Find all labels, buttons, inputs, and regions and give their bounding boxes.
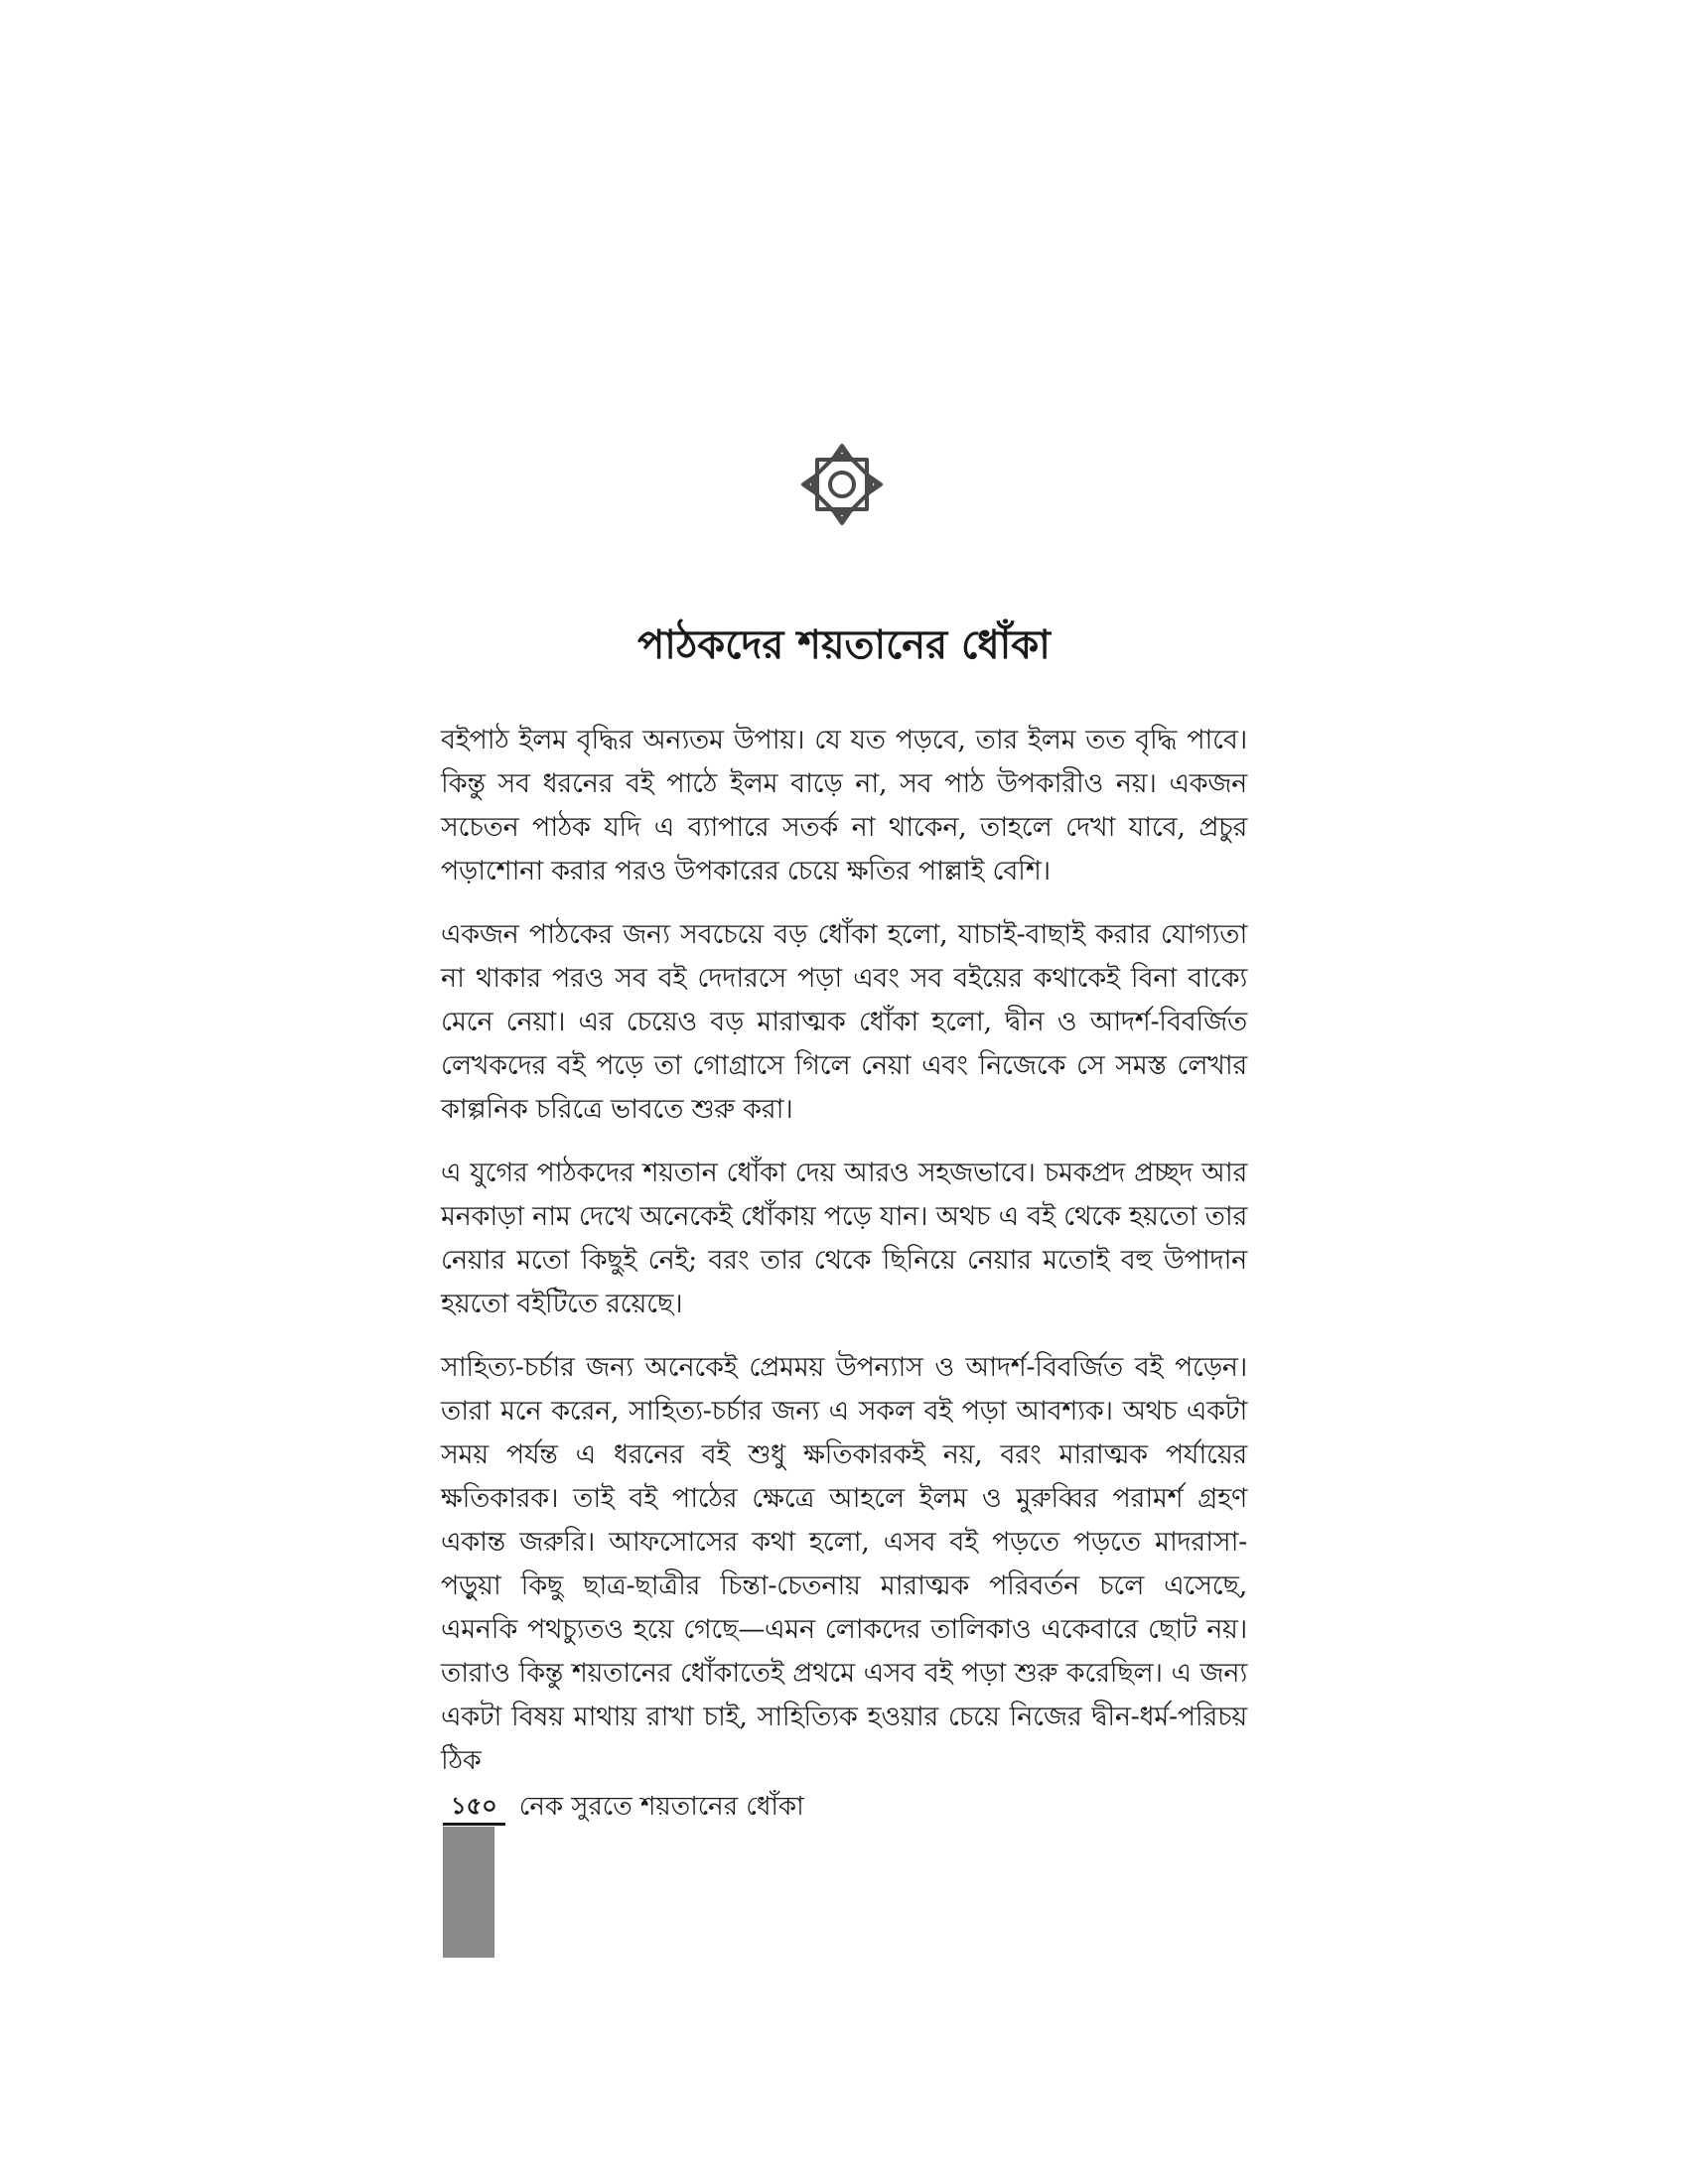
paragraph: এ যুগের পাঠকদের শয়তান ধোঁকা দেয় আরও সহজভাবে। চমকপ্রদ প্রচ্ছদ আর মনকাড়া নাম দেখে অনেকেই ধোঁকায় পড়ে যান। অথচ এ বই থেকে হয়তো তার নেয়ার মতো কিছুই নেই; বরং তার থেকে ছিনিয়ে নেয়ার মতোই বহু উপাদান হয়তো বইটিতে রয়েছে। [441,1158,1247,1319]
paragraph: একজন পাঠকের জন্য সবচেয়ে বড় ধোঁকা হলো, যাচাই-বাছাই করার যোগ্যতা না থাকার পরও সব বই দেদারসে পড়া এবং সব বইয়ের কথাকেই বিনা বাক্যে মেনে নেয়া। এর চেয়েও বড় মারাত্মক ধোঁকা হলো, দ্বীন ও আদর্শ-বিবর্জিত লেখকদের বই পড়ে তা গোগ্রাসে গিলে নেয়া এবং নিজেকে সে সমস্ত লেখার কাল্পনিক চরিত্রে ভাবতে শুরু করা। [441,919,1247,1125]
paragraph: বইপাঠ ইলম বৃদ্ধির অন্যতম উপায়। যে যত পড়বে, তার ইলম তত বৃদ্ধি পাবে। কিন্তু সব ধরনের বই পাঠে ইলম বাড়ে না, সব পাঠ উপকারীও নয়। একজন সচেতন পাঠক যদি এ ব্যাপারে সতর্ক না থাকেন, তাহলে দেখা যাবে, প্রচুর পড়াশোনা করার পরও উপকারের চেয়ে ক্ষতির পাল্লাই বেশি। [441,725,1247,887]
footer-decorative-bar [443,1827,494,1958]
chapter-title: পাঠকদের শয়তানের ধোঁকা [637,621,1051,668]
body-text [441,719,1247,1803]
paragraph: সাহিত্য-চর্চার জন্য অনেকেই প্রেমময় উপন্যাস ও আদর্শ-বিবর্জিত বই পড়েন। তারা মনে করেন, সাহিত্য-চর্চার জন্য এ সকল বই পড়া আবশ্যক। অথচ একটা সময় পর্যন্ত এ ধরনের বই শুধু ক্ষতিকারকই নয়, বরং মারাত্মক পর্যায়ের ক্ষতিকারক। তাই বই পাঠের ক্ষেত্রে আহলে ইলম ও মুরুব্বির পরামর্শ গ্রহণ একান্ত জরুরি। আফসোসের কথা হলো, এসব বই পড়তে পড়তে মাদরাসা-পড়ুয়া কিছু ছাত্র-ছাত্রীর চিন্তা-চেতনায় মারাত্মক পরিবর্তন চলে এসেছে, এমনকি পথচ্যুতও হয়ে গেছে—এমন লোকদের তালিকাও একেবারে ছোট নয়। তারাও কিন্তু শয়তানের ধোঁকাতেই প্রথমে এসব বই পড়া শুরু করেছিল। এ জন্য একটা বিষয় মাথায় রাখা চাই, সাহিত্যিক হওয়ার চেয়ে নিজের দ্বীন-ধর্ম-পরিচয় ঠিক [441,1352,1247,1776]
geometric-flower-ornament-icon [797,440,887,529]
running-title: নেক সুরতে শয়তানের ধোঁকা [518,1792,804,1822]
page-footer [443,1787,804,1827]
page-number: ১৫০ [443,1789,505,1826]
